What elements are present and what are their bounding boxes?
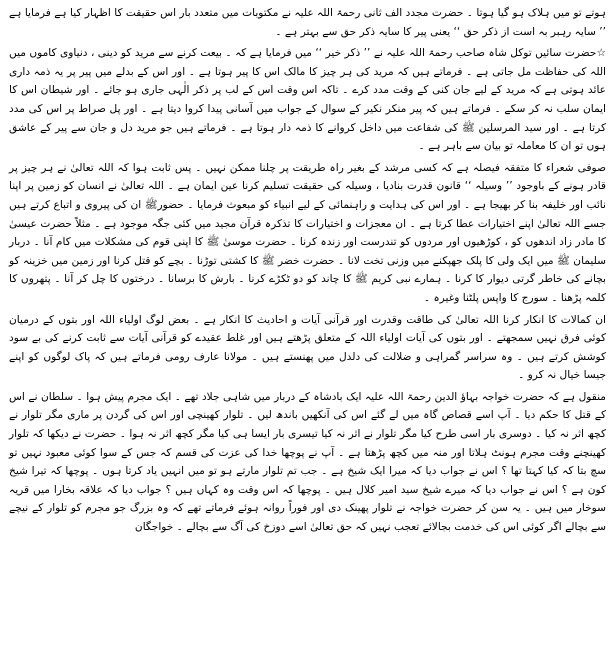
paragraph-1: ہوتے تو میں ہلاک ہو گیا ہوتا ۔ حضرت مجدد الف ثانی رحمۃ اللہ علیہ نے مکتوبات میں متعدد بار اس حقیقت کا اظہار کیا ہے فرمایا ہے ’’ سایہ رہبر بہ است از ذکر حق ‘‘ یعنی پیر کا سایہ ذکر حق سے بہتر ہے ۔ — [9, 7, 606, 38]
paragraph-2: ☆حضرت سائیں توکل شاہ صاحب رحمۃ اللہ علیہ نے ’’ ذکر خیر ‘‘ میں فرمایا ہے کہ ۔ بیعت کرنے سے مرید کو دینی ، دنیاوی کاموں میں اللہ کی حفاظت مل جاتی ہے ۔ فرماتے ہیں کہ مرید کی ہر چیز کا مالک اس کا پیر ہوتا ہے ۔ اور اس کے بدلے میں پیر پر یہ ذمہ داری عائد ہوتی ہے کہ مرید کے لیے جان کنی کے وقت مدد کرے ۔ تاکہ اس وقت اس کے لب پر ذکر الٰہی جاری ہو جائے ۔ اور شیطان اس کا ایمان سلب نہ کر سکے ۔ فرماتے ہیں کہ پیر منکر نکیر کے سوال کے جواب میں آسانی پیدا کروا دیتا ہے ۔ اور پل صراط پر اس کی مدد کرتا ہے ۔ اور سید المرسلین ﷺ کی شفاعت میں داخل کروانے کا ذمہ دار ہوتا ہے ۔ فرماتے ہیں جو مرید دل و جان سے پیر کے عاشق ہوں تو ان کا معاملہ تو بیان سے باہر ہے ۔ — [9, 47, 606, 153]
paragraph-5: منقول ہے کہ حضرت خواجہ بہاؤ الدین رحمۃ اللہ علیہ ایک بادشاہ کے دربار میں شاہی جلاد تھے ۔ ایک مجرم پیش ہوا ۔ سلطان نے اس کے قتل کا حکم دیا ۔ آپ اسے قصاص گاہ میں لے گئے اس کی آنکھیں باندھ لیں ۔ تلوار کھینچی اور اس کی گردن پر ماری مگر تلوار نے کچھ اثر نہ کیا ۔ دوسری بار اسی طرح کیا مگر تلوار نے اثر نہ کیا تیسری بار ایسا ہی کیا مگر کچھ اثر نہ ہوا ۔ حضرت نے دیکھا کہ تلوار کھینچنے وقت مجرم ہونٹ ہلاتا اور منہ میں کچھ پڑھتا ہے ۔ آپ نے پوچھا خدا کی عزت کی قسم کہ جس کے سوا کوئی معبود نہیں تو سچ بتا کہ کیا کہتا تھا ؟ اس نے جواب دیا کہ میرا ایک شیخ ہے ۔ جب تم تلوار مارتے ہو تو میں انہیں یاد کرتا ہوں ۔ پوچھا کہ تیرا شیخ کون ہے ؟ اس نے جواب دیا کہ میرے شیخ سید امیر کلال ہیں ۔ پوچھا کہ اس وقت وہ کہاں ہیں ؟ جواب دیا کہ علاقہ بخارا میں قریہ سوخار میں ہیں ۔ یہ سن کر حضرت خواجہ نے تلوار پھینک دی اور فوراً روانہ ہوئے فرماتے تھے کہ وہ بزرگ جو مجرم کو تلوار کے نیچے سے بچالے اگر کوئی اس کی خدمت بجالائے تعجب نہیں کہ حق تعالیٰ اسے دوزخ کی آگ سے بچالے ۔ خواجگان — [9, 390, 606, 534]
paragraph-4: ان کمالات کا انکار کرنا اللہ تعالیٰ کی طاقت وقدرت اور قرآنی آیات و احادیث کا انکار ہے ۔ بعض لوگ اولیاء اللہ اور بتوں کے درمیان کوئی فرق نہیں سمجھتے ۔ اور بتوں کی آیات اولیاء اللہ کے متعلق پڑھتے ہیں اور غلط عقیدے کو قرآنی آیات سے ثابت کرنے کی بے سود کوشش کرتے ہیں ۔ وہ سراسر گمراہی و ضلالت کی دلدل میں پھنستے ہیں ۔ مولانا عارف رومی فرماتے ہیں کہ پاک لوگوں کو اپنے جیسا خیال نہ کرو ۔ — [9, 313, 606, 382]
paragraph-3: صوفی شعراء کا متفقہ فیصلہ ہے کہ کسی مرشد کے بغیر راہ طریقت پر چلنا ممکن نہیں ۔ پس ثابت ہوا کہ اللہ تعالیٰ نے ہر چیز پر قادر ہونے کے باوجود ’’ وسیلہ ‘‘ قانون قدرت بنادیا ، وسیلہ کی حقیقت تسلیم کرنا عین ایمان ہے ۔ اللہ تعالیٰ نے انسان کو زمین پر اپنا نائب اور خلیفہ بنا کر بھیجا ہے ۔ اور اس کی ہدایت و راہنمائی کے لیے انبیاء کو مبعوث فرمایا ۔ حضورﷺ ان کی پیروی و اتباع کرتے ہیں جسے اللہ تعالیٰ اپنے اختیارات عطا کرتا ہے ۔ ان معجزات و اختیارات کا تذکرہ قرآن مجید میں کئی جگہ موجود ہے ۔ مثلاً حضرت عیسیٰ کا مادر زاد اندھوں کو ، کوڑھیوں اور مردوں کو تندرست اور زندہ کرنا ۔ حضرت موسیٰ ﷺ کا اپنی قوم کی مشکلات میں کام آنا ۔ دربار سلیمان ﷺ میں ایک ولی کا پلک جھپکنے میں وزنی تخت لانا ۔ حضرت خضر ﷺ کا کشتی توڑنا ۔ بچے کو قتل کرنا اور زمین میں خزینہ کو بچانے کی خاطر گرتی دیوار کا کرنا ۔ ہمارے نبی کریم ﷺ کا چاند کو دو ٹکڑے کرنا ۔ بارش کا برسانا ۔ درختوں کا چل کر آنا ۔ پتھروں کا کلمہ پڑھنا ۔ سورج کا واپس پلٹنا وغیرہ ۔ — [9, 161, 606, 304]
